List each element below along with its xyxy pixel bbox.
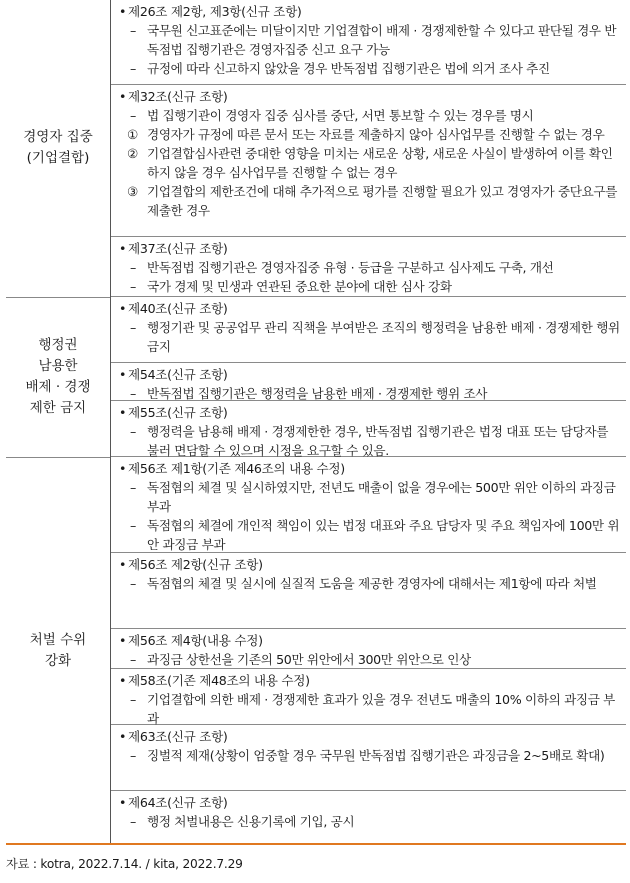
- article-cell: [111, 457, 627, 553]
- article-block: [111, 553, 626, 629]
- bullet-icon: •: [119, 301, 127, 316]
- item-marker: –: [130, 260, 136, 275]
- category-label-line: 배제 · 경쟁: [25, 379, 91, 395]
- article-heading: [119, 299, 622, 318]
- article-cell: [111, 553, 627, 629]
- item-marker: –: [130, 386, 136, 401]
- category-label-line: 제한 금지: [29, 400, 87, 416]
- category-label-line: 남용한: [38, 358, 78, 374]
- item-text: 반독점법 집행기관은 행정력을 남용한 배제 · 경쟁제한 행위 조사: [147, 386, 488, 401]
- bullet-icon: •: [119, 241, 127, 256]
- article-heading-text: 제56조 제4항(내용 수정): [128, 633, 263, 648]
- article-cell: [111, 85, 627, 237]
- bullet-icon: •: [119, 4, 127, 19]
- item-marker: –: [130, 518, 136, 533]
- article-block: [111, 791, 626, 845]
- numbered-item: [119, 182, 622, 220]
- item-text: 독점협의 체결에 개인적 책임이 있는 법정 대표와 주요 담당자 및 주요 책임자에 100만 위안 과징금 부과: [147, 518, 620, 552]
- dash-item: [119, 746, 622, 765]
- item-marker: –: [130, 480, 136, 495]
- article-heading: [119, 555, 622, 574]
- law-row: [6, 297, 626, 363]
- dash-item: [119, 690, 622, 728]
- article-cell: [111, 725, 627, 791]
- article-heading-text: 제26조 제2항, 제3항(신규 조항): [128, 4, 302, 19]
- item-text: 법 집행기관이 경영자 집중 심사를 중단, 서면 통보할 수 있는 경우를 명시: [147, 108, 534, 123]
- article-block: [111, 457, 626, 553]
- item-marker: –: [130, 108, 136, 123]
- item-text: 징벌적 제재(상황이 엄중할 경우 국무원 반독점법 집행기관은 과징금을 2~5배로 확대): [147, 748, 605, 763]
- category-cell: [6, 297, 111, 457]
- item-text: 국가 경제 및 민생과 연관된 중요한 분야에 대한 심사 강화: [147, 279, 452, 294]
- article-heading: [119, 631, 622, 650]
- article-block: [111, 725, 626, 791]
- item-marker: –: [130, 814, 136, 829]
- dash-item: [119, 516, 622, 554]
- dash-item: [119, 574, 622, 593]
- item-marker: –: [130, 652, 136, 667]
- article-block: [111, 0, 626, 85]
- article-cell: [111, 297, 627, 363]
- item-text: 기업결합심사관련 중대한 영향을 미치는 새로운 상황, 새로운 사실이 발생하여 이를 확인하지 않을 경우 심사업무를 진행할 수 없는 경우: [147, 146, 613, 180]
- bullet-icon: •: [119, 367, 127, 382]
- bullet-icon: •: [119, 729, 127, 744]
- article-heading: [119, 727, 622, 746]
- article-block: [111, 237, 626, 297]
- bullet-icon: •: [119, 633, 127, 648]
- article-cell: [111, 791, 627, 845]
- bullet-icon: •: [119, 461, 127, 476]
- item-text: 국무원 신고표준에는 미달이지만 기업결합이 배제 · 경쟁제한할 수 있다고 판단될 경우 반독점법 집행기관은 경영자집중 신고 요구 가능: [147, 23, 617, 57]
- item-text: 독점협의 체결 및 실시하였지만, 전년도 매출이 없을 경우에는 500만 위안 이하의 과징금 부과: [147, 480, 616, 514]
- numbered-item: [119, 125, 622, 144]
- article-heading: [119, 365, 622, 384]
- dash-item: [119, 59, 622, 78]
- item-text: 과징금 상한선을 기존의 50만 위안에서 300만 위안으로 인상: [147, 652, 471, 667]
- item-text: 경영자가 규정에 따른 문서 또는 자료를 제출하지 않아 심사업무를 진행할 수 없는 경우: [147, 127, 605, 142]
- article-block: [111, 85, 626, 237]
- article-heading: [119, 2, 622, 21]
- category-label-line: 경영자 집중: [23, 129, 93, 146]
- category-label-line: 처벌 수위: [29, 632, 87, 649]
- item-text: 행정기관 및 공공업무 관리 직책을 부여받은 조직의 행정력을 남용한 배제 · 경쟁제한 행위 금지: [147, 320, 620, 354]
- item-text: 독점협의 체결 및 실시에 실질적 도움을 제공한 경영자에 대해서는 제1항에 따라 처벌: [147, 576, 597, 591]
- article-heading: [119, 403, 622, 422]
- category-label-line: (기업결합): [26, 150, 90, 167]
- article-cell: [111, 0, 627, 85]
- article-cell: [111, 401, 627, 457]
- dash-item: [119, 478, 622, 516]
- article-cell: [111, 629, 627, 669]
- dash-item: [119, 106, 622, 125]
- item-text: 기업결합의 제한조건에 대해 추가적으로 평가를 진행할 필요가 있고 경영자가 중단요구를 제출한 경우: [147, 184, 618, 218]
- dash-item: [119, 277, 622, 296]
- dash-item: [119, 422, 622, 460]
- item-marker: ②: [127, 146, 138, 161]
- category-label-line: 강화: [44, 653, 72, 670]
- bullet-icon: •: [119, 673, 127, 688]
- article-block: [111, 401, 626, 457]
- item-text: 규정에 따라 신고하지 않았을 경우 반독점법 집행기관은 법에 의거 조사 추진: [147, 61, 550, 76]
- bullet-icon: •: [119, 557, 127, 572]
- item-text: 행정 처벌내용은 신용기록에 기입, 공시: [147, 814, 355, 829]
- article-heading-text: 제58조(기존 제48조의 내용 수정): [128, 673, 310, 688]
- item-marker: –: [130, 692, 136, 707]
- bullet-icon: •: [119, 405, 127, 420]
- article-block: [111, 363, 626, 401]
- item-text: 행정력을 남용해 배제 · 경쟁제한한 경우, 반독점법 집행기관은 법정 대표 또는 담당자를 불러 면담할 수 있으며 시정을 요구할 수 있음.: [147, 424, 609, 458]
- law-row: [6, 0, 626, 85]
- item-marker: –: [130, 23, 136, 38]
- item-marker: ③: [127, 184, 138, 199]
- category-cell: [6, 457, 111, 845]
- category-label-line: 행정권: [38, 337, 78, 353]
- source-note: 자료 : kotra, 2022.7.14. / kita, 2022.7.29: [6, 857, 243, 871]
- article-heading: [119, 87, 622, 106]
- article-heading-text: 제64조(신규 조항): [128, 795, 228, 810]
- dash-item: [119, 812, 622, 831]
- dash-item: [119, 258, 622, 277]
- article-heading-text: 제55조(신규 조항): [128, 405, 228, 420]
- article-heading-text: 제63조(신규 조항): [128, 729, 228, 744]
- item-text: 반독점법 집행기관은 경영자집중 유형 · 등급을 구분하고 심사제도 구축, 개선: [147, 260, 554, 275]
- article-heading: [119, 793, 622, 812]
- bottom-rule: [6, 843, 626, 845]
- article-heading-text: 제56조 제1항(기존 제46조의 내용 수정): [128, 461, 345, 476]
- dash-item: [119, 650, 622, 669]
- law-amendment-table: [6, 0, 626, 845]
- article-heading-text: 제40조(신규 조항): [128, 301, 228, 316]
- item-marker: –: [130, 61, 136, 76]
- item-marker: –: [130, 279, 136, 294]
- article-heading: [119, 239, 622, 258]
- article-block: [111, 629, 626, 669]
- bullet-icon: •: [119, 89, 127, 104]
- article-cell: [111, 363, 627, 401]
- article-block: [111, 297, 626, 363]
- item-text: 기업결합에 의한 배제 · 경쟁제한 효과가 있을 경우 전년도 매출의 10% 이하의 과징금 부과: [147, 692, 616, 726]
- article-heading-text: 제56조 제2항(신규 조항): [128, 557, 263, 572]
- dash-item: [119, 318, 622, 356]
- article-heading-text: 제37조(신규 조항): [128, 241, 228, 256]
- item-marker: –: [130, 320, 136, 335]
- article-block: [111, 669, 626, 725]
- law-row: [6, 457, 626, 553]
- item-marker: –: [130, 748, 136, 763]
- article-heading: [119, 459, 622, 478]
- bullet-icon: •: [119, 795, 127, 810]
- category-cell: [6, 0, 111, 297]
- article-heading: [119, 671, 622, 690]
- numbered-item: [119, 144, 622, 182]
- item-marker: –: [130, 424, 136, 439]
- article-cell: [111, 669, 627, 725]
- dash-item: [119, 21, 622, 59]
- article-heading-text: 제54조(신규 조항): [128, 367, 228, 382]
- article-heading-text: 제32조(신규 조항): [128, 89, 228, 104]
- item-marker: –: [130, 576, 136, 591]
- item-marker: ①: [127, 127, 138, 142]
- article-cell: [111, 237, 627, 297]
